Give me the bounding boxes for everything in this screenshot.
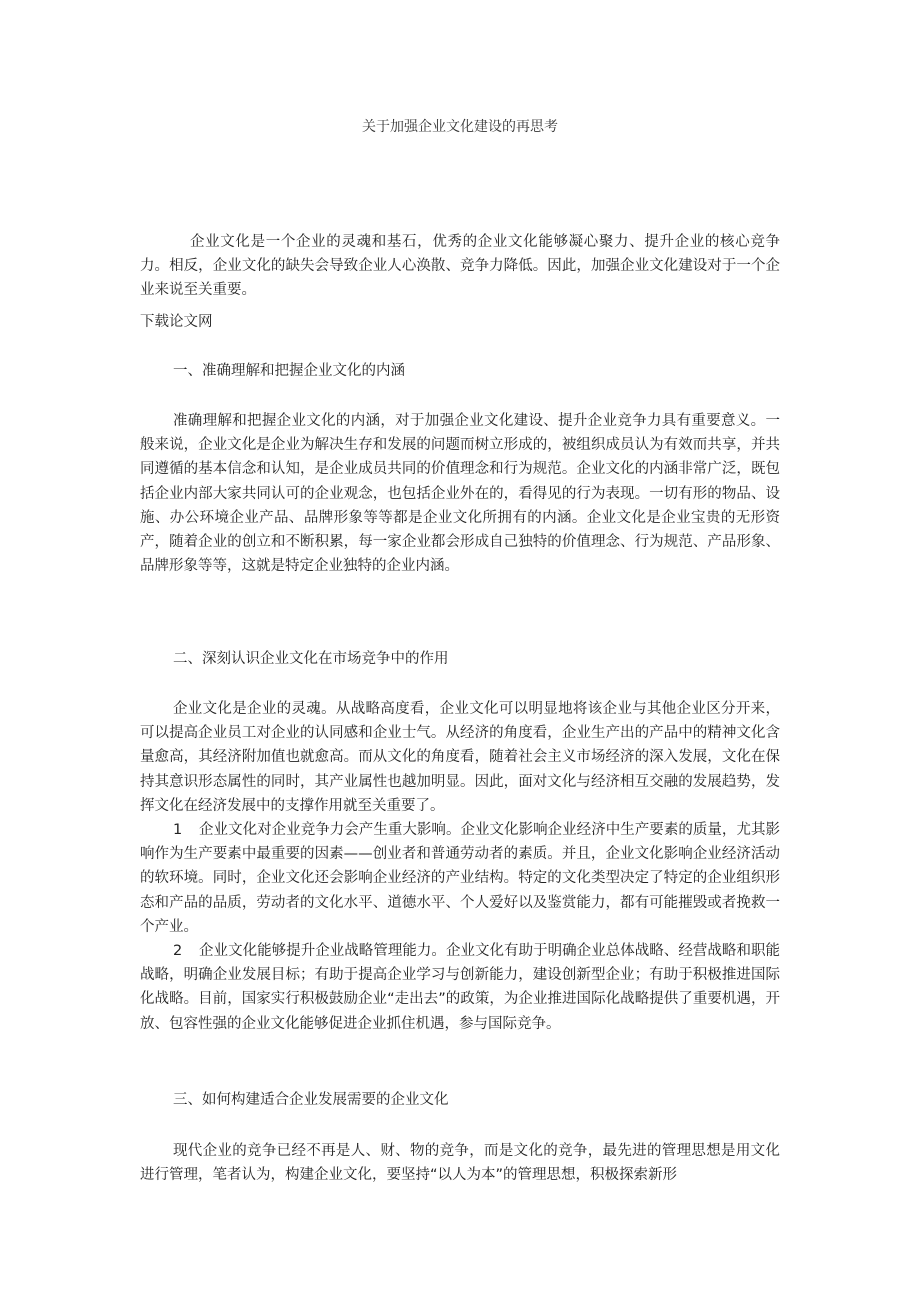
intro-paragraph (140, 230, 780, 303)
point-1-number: 1 (173, 822, 183, 839)
section-2-point-1 (140, 818, 780, 939)
document-title: 关于加强企业文化建设的再思考 (362, 119, 558, 135)
point-2-text: 企业文化能够提升企业战略管理能力。企业文化有助于明确企业总体战略、经营战略和职能战略，明确企业发展目标；有助于提高企业学习与创新能力，建设创新型企业；有助于积极推进国际化战略。目前，国家实行积极鼓励企业“走出去”的政策，为企业推进国际化战略提供了重要机遇，开放、包容性强的企业文化能够促进企业抓住机遇，参与国际竞争。 (140, 943, 780, 1032)
section-3-paragraph (140, 1139, 780, 1187)
intro-text: 企业文化是一个企业的灵魂和基石，优秀的企业文化能够凝心聚力、提升企业的核心竞争力。相反，企业文化的缺失会导致企业人心涣散、竞争力降低。因此，加强企业文化建设对于一个企业来说至关重要。 (140, 234, 780, 299)
section-3-text: 现代企业的竞争已经不再是人、财、物的竞争，而是文化的竞争，最先进的管理思想是用文化进行管理，笔者认为，构建企业文化，要坚持“以人为本”的管理思想，积极探索新形 (140, 1143, 780, 1184)
section-2-heading: 二、深刻认识企业文化在市场竞争中的作用 (173, 651, 449, 667)
section-1-text: 准确理解和把握企业文化的内涵，对于加强企业文化建设、提升企业竞争力具有重要意义。一般来说，企业文化是企业为解决生存和发展的问题而树立形成的，被组织成员认为有效而共享，并共同遵循的基本信念和认知，是企业成员共同的价值理念和行为规范。企业文化的内涵非常广泛，既包括企业内部大家共同认可的企业观念，也包括企业外在的，看得见的行为表现。一切有形的物品、设施、办公环境企业产品、品牌形象等等都是企业文化所拥有的内涵。企业文化是企业宝贵的无形资产，随着企业的创立和不断积累，每一家企业都会形成自己独特的价值理念、行为规范、产品形象、品牌形象等等，这就是特定企业独特的企业内涵。 (140, 413, 780, 575)
point-1-text: 企业文化对企业竞争力会产生重大影响。企业文化影响企业经济中生产要素的质量，尤其影响作为生产要素中最重要的因素——创业者和普通劳动者的素质。并且，企业文化影响企业经济活动的软环境。同时，企业文化还会影响企业经济的产业结构。特定的文化类型决定了特定的企业组织形态和产品的品质，劳动者的文化水平、道德水平、个人爱好以及鉴赏能力，都有可能摧毁或者挽救一个产业。 (140, 822, 780, 935)
section-2-text: 企业文化是企业的灵魂。从战略高度看，企业文化可以明显地将该企业与其他企业区分开来，可以提高企业员工对企业的认同感和企业士气。从经济的角度看，企业生产出的产品中的精神文化含量愈高，其经济附加值也就愈高。而从文化的角度看，随着社会主义市场经济的深入发展，文化在保持其意识形态属性的同时，其产业属性也越加明显。因此，面对文化与经济相互交融的发展趋势，发挥文化在经济发展中的支撑作用就至关重要了。 (140, 701, 780, 814)
section-1-heading: 一、准确理解和把握企业文化的内涵 (173, 363, 405, 379)
section-3-heading: 三、如何构建适合企业发展需要的企业文化 (173, 1092, 449, 1108)
section-1-paragraph (140, 409, 780, 578)
point-2-number: 2 (173, 943, 183, 960)
source-note: 下载论文网 (140, 314, 213, 330)
section-2-body (140, 697, 780, 1036)
section-2-point-2 (140, 939, 780, 1036)
